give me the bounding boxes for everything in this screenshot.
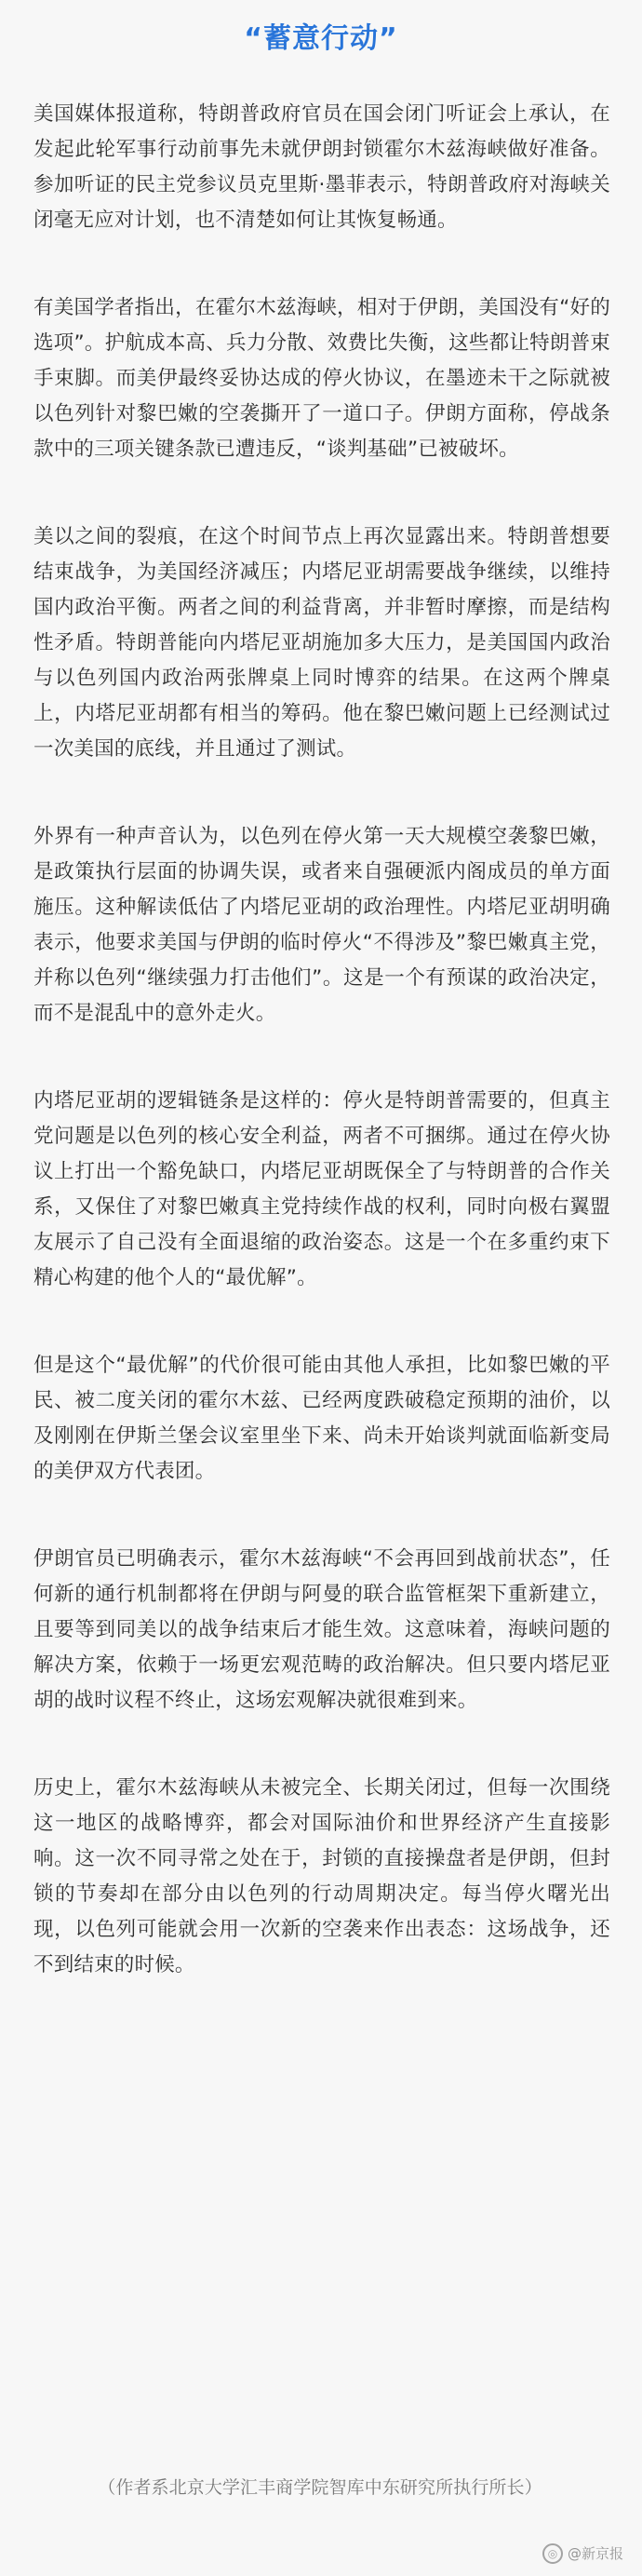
article-title: “蓄意行动” [244, 22, 398, 55]
article-body [33, 97, 610, 1983]
article-paragraph-3: 美以之间的裂痕，在这个时间节点上再次显露出来。特朗普想要结束战争，为美国经济减压；内塔尼亚胡需要战争继续，以维持国内政治平衡。两者之间的利益背离，并非暂时摩擦，而是结构性矛盾。特朗普能向内塔尼亚胡施加多大压力，是美国国内政治与以色列国内政治两张牌桌上同时博弈的结果。在这两个牌桌上，内塔尼亚胡都有相当的筹码。他在黎巴嫩问题上已经测试过一次美国的底线，并且通过了测试。 [33, 525, 610, 761]
article-paragraph-4: 外界有一种声音认为，以色列在停火第一天大规模空袭黎巴嫩，是政策执行层面的协调失误，或者来自强硬派内阁成员的单方面施压。这种解读低估了内塔尼亚胡的政治理性。内塔尼亚胡明确表示，他要求美国与伊朗的临时停火“不得涉及”黎巴嫩真主党，并称以色列“继续强力打击他们”。这是一个有预谋的政治决定，而不是混乱中的意外走火。 [33, 825, 610, 1025]
article-paragraph-6: 但是这个“最优解”的代价很可能由其他人承担，比如黎巴嫩的平民、被二度关闭的霍尔木兹、已经两度跌破稳定预期的油价，以及刚刚在伊斯兰堡会议室里坐下来、尚未开始谈判就面临新变局的美伊双方代表团。 [33, 1354, 610, 1483]
weibo-watermark-text: @新京报 [567, 2545, 623, 2562]
article-header [0, 15, 642, 63]
weibo-watermark-icon: ◎ [542, 2543, 563, 2564]
article-paragraph-8: 历史上，霍尔木兹海峡从未被完全、长期关闭过，但每一次围绕这一地区的战略博弈，都会对国际油价和世界经济产生直接影响。这一次不同寻常之处在于，封锁的直接操盘者是伊朗，但封锁的节奏却在部分由以色列的行动周期决定。每当停火曙光出现，以色列可能就会用一次新的空袭来作出表态：这场战争，还不到结束的时候。 [33, 1776, 610, 1976]
article-paragraph-2: 有美国学者指出，在霍尔木兹海峡，相对于伊朗，美国没有“好的选项”。护航成本高、兵力分散、效费比失衡，这些都让特朗普束手束脚。而美伊最终妥协达成的停火协议，在墨迹未干之际就被以色列针对黎巴嫩的空袭撕开了一道口子。伊朗方面称，停战条款中的三项关键条款已遭违反，“谈判基础”已被破坏。 [33, 296, 610, 461]
author-byline: （作者系北京大学汇丰商学院智库中东研究所执行所长） [98, 2477, 542, 2498]
article-paragraph-7: 伊朗官员已明确表示，霍尔木兹海峡“不会再回到战前状态”，任何新的通行机制都将在伊朗与阿曼的联合监管框架下重新建立，且要等到同美以的战争结束后才能生效。这意味着，海峡问题的解决方案，依赖于一场更宏观范畴的政治解决。但只要内塔尼亚胡的战时议程不终止，这场宏观解决就很难到来。 [33, 1547, 610, 1712]
article-paragraph-1: 美国媒体报道称，特朗普政府官员在国会闭门听证会上承认，在发起此轮军事行动前事先未就伊朗封锁霍尔木兹海峡做好准备。参加听证的民主党参议员克里斯·墨菲表示，特朗普政府对海峡关闭毫无应对计划，也不清楚如何让其恢复畅通。 [33, 102, 610, 232]
article-paragraph-5: 内塔尼亚胡的逻辑链条是这样的：停火是特朗普需要的，但真主党问题是以色列的核心安全利益，两者不可捆绑。通过在停火协议上打出一个豁免缺口，内塔尼亚胡既保全了与特朗普的合作关系，又保住了对黎巴嫩真主党持续作战的权利，同时向极右翼盟友展示了自己没有全面退缩的政治姿态。这是一个在多重约束下精心构建的他个人的“最优解”。 [33, 1089, 610, 1289]
weibo-watermark [514, 2541, 623, 2567]
